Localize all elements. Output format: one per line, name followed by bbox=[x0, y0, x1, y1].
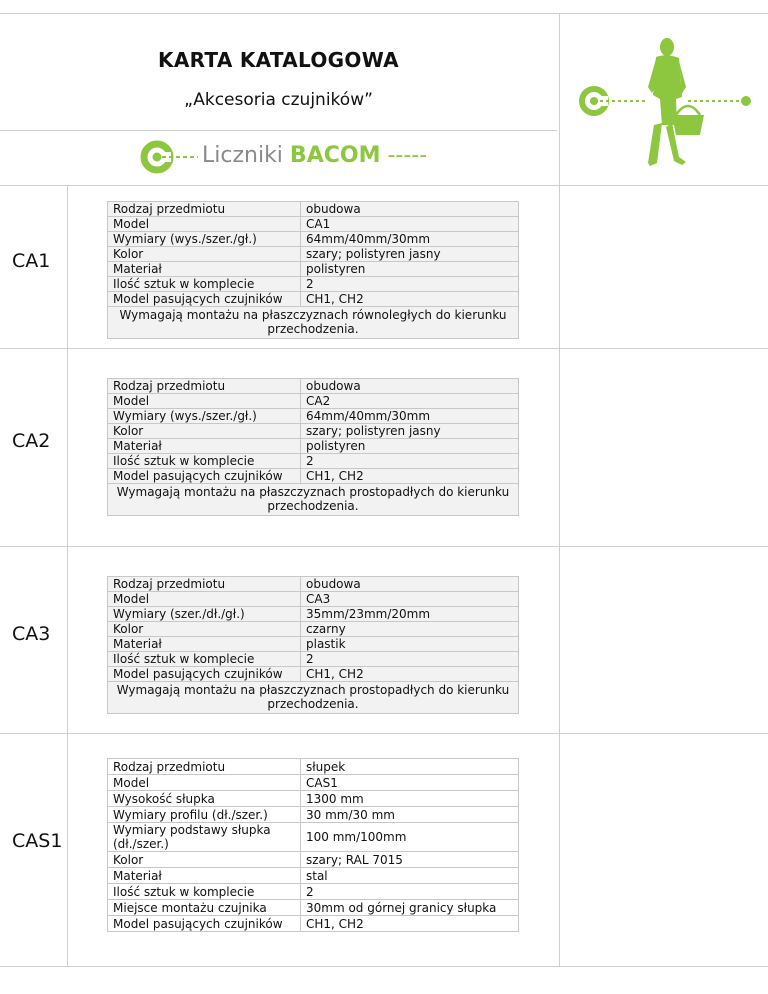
mounting-note: Wymagają montażu na płaszczyznach równoległych do kierunku przechodzenia. bbox=[108, 307, 519, 339]
spec-key: Model pasujących czujników bbox=[108, 667, 301, 682]
page-title: KARTA KATALOGOWA bbox=[158, 48, 399, 72]
spec-key: Rodzaj przedmiotu bbox=[108, 379, 301, 394]
spec-value: szary; RAL 7015 bbox=[301, 852, 519, 868]
spec-value: 30 mm/30 mm bbox=[301, 807, 519, 823]
spec-key: Miejsce montażu czujnika bbox=[108, 900, 301, 916]
spec-value: CA2 bbox=[301, 394, 519, 409]
product-code: CA3 bbox=[12, 623, 51, 645]
header-divider bbox=[0, 130, 557, 131]
spec-key: Kolor bbox=[108, 622, 301, 637]
spec-key: Rodzaj przedmiotu bbox=[108, 577, 301, 592]
spec-value: 100 mm/100mm bbox=[301, 823, 519, 852]
spec-value: obudowa bbox=[301, 202, 519, 217]
spec-key: Model pasujących czujników bbox=[108, 916, 301, 932]
spec-value: CA1 bbox=[301, 217, 519, 232]
spec-key: Model bbox=[108, 217, 301, 232]
spec-key: Wymiary profilu (dł./szer.) bbox=[108, 807, 301, 823]
spec-table bbox=[107, 758, 519, 932]
brand-name-left: Liczniki bbox=[202, 143, 283, 168]
spec-table bbox=[107, 576, 519, 714]
spec-value: 35mm/23mm/20mm bbox=[301, 607, 519, 622]
spec-value: CH1, CH2 bbox=[301, 292, 519, 307]
product-code: CA2 bbox=[12, 430, 51, 452]
spec-value: czarny bbox=[301, 622, 519, 637]
spec-key: Model bbox=[108, 775, 301, 791]
man-with-basket-icon bbox=[578, 35, 758, 170]
spec-value: 2 bbox=[301, 884, 519, 900]
spec-value: obudowa bbox=[301, 379, 519, 394]
spec-key: Ilość sztuk w komplecie bbox=[108, 884, 301, 900]
spec-value: szary; polistyren jasny bbox=[301, 247, 519, 262]
spec-key: Materiał bbox=[108, 637, 301, 652]
spec-value: 2 bbox=[301, 277, 519, 292]
spec-key: Kolor bbox=[108, 247, 301, 262]
spec-key: Materiał bbox=[108, 868, 301, 884]
bacom-logo-icon bbox=[140, 140, 210, 174]
spec-key: Model pasujących czujników bbox=[108, 292, 301, 307]
spec-table bbox=[107, 378, 519, 516]
spec-value: polistyren bbox=[301, 439, 519, 454]
spec-key: Model bbox=[108, 394, 301, 409]
spec-value: CH1, CH2 bbox=[301, 469, 519, 484]
spec-key: Wysokość słupka bbox=[108, 791, 301, 807]
spec-key: Ilość sztuk w komplecie bbox=[108, 652, 301, 667]
spec-table bbox=[107, 201, 519, 339]
spec-key: Wymiary (szer./dł./gł.) bbox=[108, 607, 301, 622]
brand-name-right: BACOM bbox=[289, 143, 381, 168]
product-code: CAS1 bbox=[12, 830, 63, 852]
spec-key: Model pasujących czujników bbox=[108, 469, 301, 484]
section-divider bbox=[0, 733, 768, 734]
mounting-note: Wymagają montażu na płaszczyznach prostopadłych do kierunku przechodzenia. bbox=[108, 484, 519, 516]
spec-value: 30mm od górnej granicy słupka bbox=[301, 900, 519, 916]
spec-key: Wymiary (wys./szer./gł.) bbox=[108, 232, 301, 247]
spec-value: stal bbox=[301, 868, 519, 884]
spec-key: Kolor bbox=[108, 852, 301, 868]
spec-value: CH1, CH2 bbox=[301, 667, 519, 682]
spec-key: Ilość sztuk w komplecie bbox=[108, 454, 301, 469]
page-subtitle: „Akcesoria czujników” bbox=[184, 90, 373, 110]
spec-value: CA3 bbox=[301, 592, 519, 607]
bacom-logo bbox=[140, 140, 428, 174]
spec-value: 64mm/40mm/30mm bbox=[301, 232, 519, 247]
spec-key: Wymiary podstawy słupka (dł./szer.) bbox=[108, 823, 301, 852]
brand-name: Liczniki BACOM ----- bbox=[202, 143, 428, 168]
spec-key: Ilość sztuk w komplecie bbox=[108, 277, 301, 292]
frame-bottom bbox=[0, 966, 768, 967]
spec-key: Materiał bbox=[108, 439, 301, 454]
section-divider bbox=[0, 348, 768, 349]
product-code: CA1 bbox=[12, 250, 51, 272]
spec-key: Kolor bbox=[108, 424, 301, 439]
spec-key: Model bbox=[108, 592, 301, 607]
section-divider bbox=[0, 546, 768, 547]
spec-value: szary; polistyren jasny bbox=[301, 424, 519, 439]
spec-value: plastik bbox=[301, 637, 519, 652]
frame-top bbox=[0, 13, 768, 14]
spec-value: CAS1 bbox=[301, 775, 519, 791]
spec-value: obudowa bbox=[301, 577, 519, 592]
spec-key: Wymiary (wys./szer./gł.) bbox=[108, 409, 301, 424]
spec-value: słupek bbox=[301, 759, 519, 775]
spec-value: 1300 mm bbox=[301, 791, 519, 807]
spec-value: polistyren bbox=[301, 262, 519, 277]
spec-value: 2 bbox=[301, 652, 519, 667]
spec-key: Rodzaj przedmiotu bbox=[108, 202, 301, 217]
spec-value: CH1, CH2 bbox=[301, 916, 519, 932]
code-column-divider bbox=[67, 185, 68, 967]
spec-value: 2 bbox=[301, 454, 519, 469]
section-divider bbox=[0, 185, 768, 186]
spec-key: Rodzaj przedmiotu bbox=[108, 759, 301, 775]
mounting-note: Wymagają montażu na płaszczyznach prostopadłych do kierunku przechodzenia. bbox=[108, 682, 519, 714]
spec-key: Materiał bbox=[108, 262, 301, 277]
column-divider bbox=[559, 13, 560, 967]
spec-value: 64mm/40mm/30mm bbox=[301, 409, 519, 424]
